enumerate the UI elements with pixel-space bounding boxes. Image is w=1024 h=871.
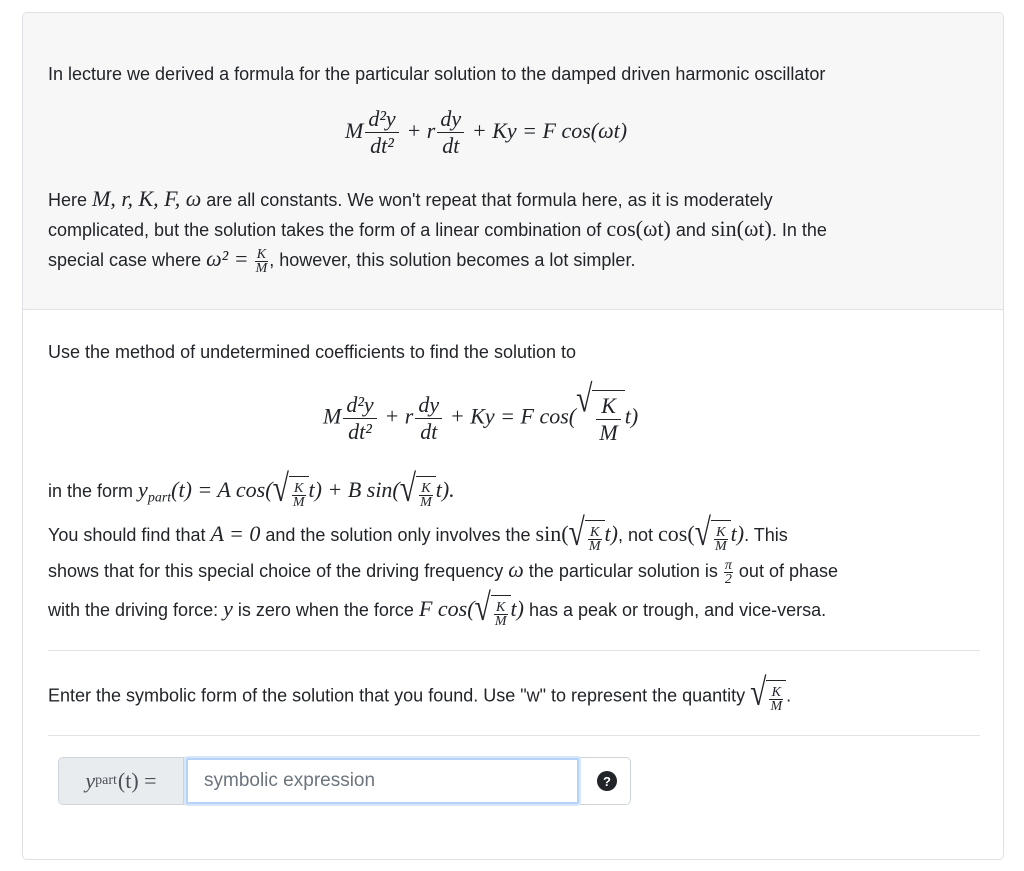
special-case-line: special case where ω² = $\frac{K}{M}$ , however, this solution becomes a lot simpler. bbox=[48, 246, 636, 276]
phase-line: shows that for this special choice of the driving frequency ω the particular solution is $\frac{\pi}{2}$ out of phase bbox=[48, 557, 839, 587]
resonant-equation: M $\frac{\text{d²y}}{\text{dt²}}$ + r $\frac{dy}{dt}$ + Ky = F cos( √ $\frac{K}{M}$ t) bbox=[323, 379, 639, 445]
driving-force-line: with the driving force: y is zero when the force F cos( √ $\frac{K}{M}$ t) has a peak or trough, and vice-versa. bbox=[48, 586, 827, 629]
divider bbox=[48, 735, 980, 736]
combination-line: complicated, but the solution takes the form of a linear combination of cos(ωt) and sin(ωt). In the bbox=[48, 216, 827, 241]
symbolic-expression-input[interactable] bbox=[186, 758, 579, 804]
divider bbox=[48, 650, 980, 651]
question-card bbox=[22, 12, 1004, 860]
solution-form-line: in the form $y_{part}(t) = A$ cos( √ $\frac{K}{M}$ t) + B sin( √ $\frac{K}{M}$ t). bbox=[48, 467, 455, 510]
enter-instruction: Enter the symbolic form of the solution that you found. Use "w" to represent the quantity √ $\frac{K}{M}$ . bbox=[48, 672, 792, 715]
oscillator-equation: M $\frac{\text{d²y}}{\text{dt²}}$ + r $\frac{dy}{dt}$ + Ky = F cos(ωt) bbox=[345, 106, 628, 158]
constants-line: Here M, r, K, F, ω are all constants. We won't repeat that formula here, as it is moderately bbox=[48, 186, 773, 211]
answer-prefix-label: y part (t) = bbox=[59, 758, 184, 804]
help-icon[interactable]: ? bbox=[597, 771, 617, 791]
question-header bbox=[23, 13, 1003, 310]
instruction-text: Use the method of undetermined coefficients to find the solution to bbox=[48, 342, 576, 362]
intro-text: In lecture we derived a formula for the particular solution to the damped driven harmonic oscillator bbox=[48, 64, 826, 84]
answer-input-group bbox=[58, 757, 631, 805]
finding-line: You should find that A = 0 and the solution only involves the sin( √ $\frac{K}{M}$ t), not cos( √ $\frac{K}{M}$ t). This bbox=[48, 511, 788, 554]
